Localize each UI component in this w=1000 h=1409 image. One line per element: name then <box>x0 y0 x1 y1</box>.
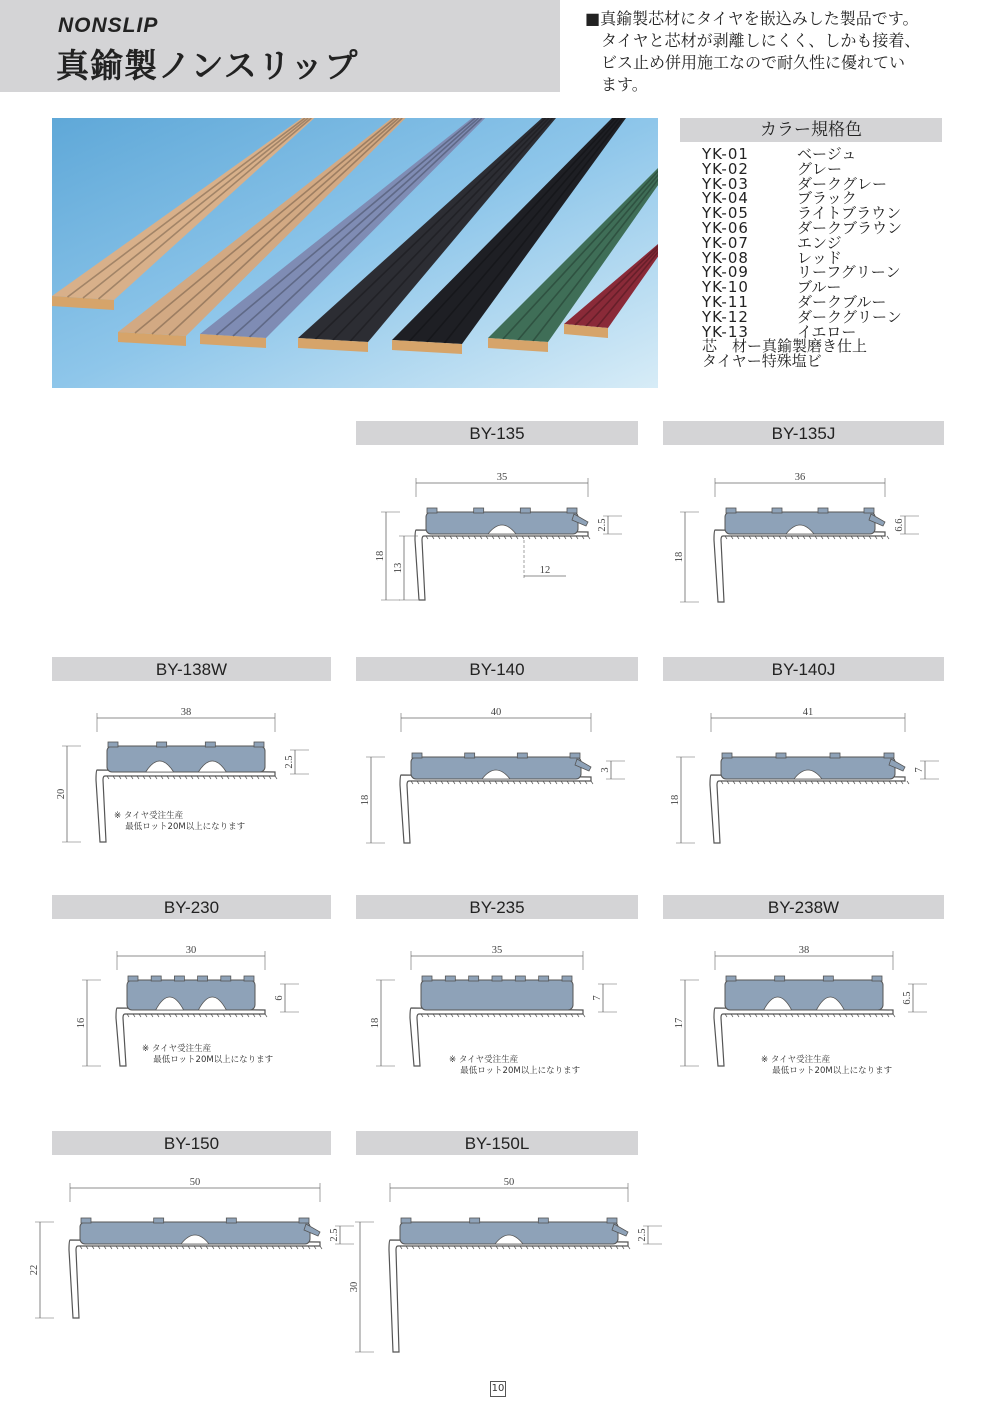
profile-diagram-by135j <box>663 455 944 615</box>
tire-rib <box>726 508 736 513</box>
tire-rib <box>422 976 432 981</box>
profile-diagram-by150 <box>30 1160 340 1325</box>
title-jp: 真鍮製ノンスリップ <box>56 46 359 85</box>
dimension-label: 13 <box>393 562 404 574</box>
color-name: ダークグリーン <box>797 307 902 326</box>
dimension-label: 50 <box>503 1177 515 1188</box>
page-number: 10 <box>490 1381 506 1397</box>
tire-rib <box>570 753 580 758</box>
tire-rib <box>157 742 167 747</box>
note-line: 最低ロット20M以上になります <box>114 822 246 832</box>
tire-rib <box>562 976 572 981</box>
section-title-by140j: BY-140J <box>663 657 944 681</box>
dimension-label: 17 <box>674 1017 685 1029</box>
dimension-label: 35 <box>496 472 508 483</box>
tire-rib <box>884 753 894 758</box>
tire-rib <box>517 753 527 758</box>
brass-core-outline <box>710 775 905 843</box>
profile-diagram-by140 <box>356 690 638 850</box>
made-to-order-note <box>114 811 245 833</box>
profile-shape <box>389 1218 630 1352</box>
dimension-label: 30 <box>349 1281 360 1293</box>
made-to-order-note <box>761 1055 892 1077</box>
brass-core-outline <box>389 1240 628 1352</box>
tire-rib <box>445 976 455 981</box>
note-line: 最低ロット20M以上になります <box>142 1055 274 1065</box>
dimension-label: 36 <box>794 472 806 483</box>
tire-material-note: タイヤー特殊塩ビ <box>702 352 822 371</box>
tire-rib <box>151 976 161 981</box>
color-spec-box <box>680 118 942 369</box>
dimension-label: 2.5 <box>637 1228 648 1242</box>
tire-rib <box>726 976 736 981</box>
brass-core-outline <box>415 530 588 600</box>
profile-shape <box>714 508 889 602</box>
profile-shape <box>714 976 895 1066</box>
color-name: ライトブラウン <box>797 204 902 223</box>
dimension-label: 6.6 <box>894 518 905 532</box>
tire-rib <box>864 508 874 513</box>
dimension-label: 50 <box>189 1177 201 1188</box>
tire-rib <box>81 1218 91 1223</box>
brass-core-outline <box>69 1240 320 1318</box>
dimension-label: 18 <box>375 550 386 562</box>
tire-rib <box>205 742 215 747</box>
tire-rib <box>244 976 254 981</box>
underside-serration <box>265 1014 267 1017</box>
dimension-label: 7 <box>914 767 925 773</box>
tire-rib <box>154 1218 164 1223</box>
dimension-label: 18 <box>370 1017 381 1029</box>
tire-rib <box>772 508 782 513</box>
section-title-by150l: BY-150L <box>356 1131 638 1155</box>
profile-diagram-by235 <box>356 928 638 1073</box>
intro-line: ビス止め併用施工なので耐久性に優れてい <box>585 53 906 72</box>
product-photo <box>52 118 658 388</box>
product-photo-svg <box>52 118 658 388</box>
tire-rib <box>607 1218 617 1223</box>
color-name: ダークグレー <box>797 174 888 193</box>
dimension-label: 16 <box>76 1017 87 1029</box>
dimension-label: 20 <box>56 788 67 800</box>
tire-rib <box>174 976 184 981</box>
tire-insert <box>421 980 573 1010</box>
profile-shape <box>400 753 593 843</box>
color-code: YK-02 <box>702 159 749 178</box>
tire-rib <box>412 753 422 758</box>
tire-rib <box>474 508 484 513</box>
dimension-label: 6 <box>274 995 285 1001</box>
color-code: YK-08 <box>702 248 749 267</box>
color-code: YK-09 <box>702 263 749 282</box>
note-line: ※ タイヤ受注生産 <box>449 1055 519 1065</box>
note-line: ※ タイヤ受注生産 <box>114 811 184 821</box>
tire-rib <box>427 508 437 513</box>
tire-rib <box>198 976 208 981</box>
section-title-by135: BY-135 <box>356 421 638 445</box>
dimension-label: 7 <box>592 995 603 1001</box>
tire-rib <box>520 508 530 513</box>
intro-line: タイヤと芯材が剥離しにくく、しかも接着、 <box>585 31 921 50</box>
dimension-label: 12 <box>539 565 551 576</box>
tire-rib <box>226 1218 236 1223</box>
color-code: YK-03 <box>702 174 749 193</box>
tire-rib <box>470 1218 480 1223</box>
tire-rib <box>539 976 549 981</box>
profile-diagram-by150l <box>340 1160 650 1360</box>
dimension-label: 22 <box>29 1264 40 1276</box>
tire-rib <box>221 976 231 981</box>
tire-rib <box>776 753 786 758</box>
note-line: 最低ロット20M以上になります <box>761 1066 893 1076</box>
dimension-label: 2.5 <box>284 755 295 769</box>
color-code: YK-13 <box>702 322 749 341</box>
color-name: ブルー <box>797 278 842 297</box>
dimension-label: 6.5 <box>902 991 913 1005</box>
core-material-note: 芯 材ー真鍮製磨き仕上 <box>702 337 868 356</box>
tire-rib <box>515 976 525 981</box>
color-code: YK-05 <box>702 204 749 223</box>
dimension-label: 40 <box>490 707 502 718</box>
title-en: NONSLIP <box>58 14 159 37</box>
dimension-label: 3 <box>600 767 611 773</box>
color-name: イエロー <box>797 322 857 341</box>
underside-serration <box>588 536 590 539</box>
color-spec-title: カラー規格色 <box>680 118 942 142</box>
underside-serration <box>275 776 277 779</box>
section-title-by140: BY-140 <box>356 657 638 681</box>
profile-shape <box>415 508 590 600</box>
color-code: YK-06 <box>702 218 749 237</box>
tire-rib <box>465 753 475 758</box>
tire-insert <box>107 746 265 772</box>
tire-rib <box>567 508 577 513</box>
tire-rib <box>128 976 138 981</box>
made-to-order-note <box>142 1044 273 1066</box>
underside-serration <box>907 781 909 784</box>
dimension-label: 18 <box>674 551 685 563</box>
dimension-label: 38 <box>180 707 192 718</box>
tire-insert <box>127 980 255 1010</box>
note-line: ※ タイヤ受注生産 <box>761 1055 831 1065</box>
tire-rib <box>299 1218 309 1223</box>
color-code: YK-11 <box>702 292 749 311</box>
brass-core-outline <box>400 775 591 843</box>
section-title-by135j: BY-135J <box>663 421 944 445</box>
profile-shape <box>69 1218 322 1318</box>
dimension-label: 18 <box>360 794 371 806</box>
underside-serration <box>887 536 889 539</box>
color-name: リーフグリーン <box>797 263 901 282</box>
dimension-label: 38 <box>798 945 810 956</box>
tire-rib <box>872 976 882 981</box>
dimension-label: 18 <box>670 794 681 806</box>
profile-diagram-by135 <box>356 455 638 615</box>
color-name: エンジ <box>797 233 842 252</box>
section-title-by230: BY-230 <box>52 895 331 919</box>
section-title-by238w: BY-238W <box>663 895 944 919</box>
dimension-label: 2.5 <box>597 518 608 532</box>
color-name: ブラック <box>797 189 857 208</box>
intro-line: ■真鍮製芯材にタイヤを嵌込みした製品です。 <box>585 9 919 28</box>
tire-insert <box>725 980 883 1010</box>
tire-rib <box>108 742 118 747</box>
color-name: レッド <box>797 248 842 267</box>
dimension-label: 30 <box>185 945 197 956</box>
section-title-by235: BY-235 <box>356 895 638 919</box>
tire-rib <box>401 1218 411 1223</box>
color-name: ベージュ <box>797 145 857 163</box>
note-line: 最低ロット20M以上になります <box>449 1066 581 1076</box>
note-line: ※ タイヤ受注生産 <box>142 1044 212 1054</box>
brass-core-outline <box>714 530 885 602</box>
intro-line: ます。 <box>585 75 648 94</box>
color-code: YK-10 <box>702 278 749 297</box>
color-code: YK-07 <box>702 233 749 252</box>
underside-serration <box>893 1014 895 1017</box>
color-code: YK-12 <box>702 307 749 326</box>
profile-shape <box>710 753 909 843</box>
color-name: ダークブラウン <box>797 218 903 237</box>
underside-serration <box>591 781 593 784</box>
tire-rib <box>775 976 785 981</box>
color-name: グレー <box>797 159 843 178</box>
tire-rib <box>722 753 732 758</box>
profile-diagram-by238w <box>663 928 944 1073</box>
tire-rib <box>254 742 264 747</box>
made-to-order-note <box>449 1055 580 1077</box>
tire-rib <box>818 508 828 513</box>
underside-serration <box>320 1246 322 1249</box>
tire-rib <box>469 976 479 981</box>
profile-shape <box>410 976 585 1066</box>
intro-text <box>585 8 985 96</box>
color-code: YK-04 <box>702 189 749 208</box>
underside-serration <box>583 1014 585 1017</box>
color-list <box>680 147 942 339</box>
color-name: ダークブルー <box>797 292 887 311</box>
tire-rib <box>823 976 833 981</box>
dimension-label: 41 <box>802 707 814 718</box>
tire-rib <box>538 1218 548 1223</box>
section-title-by150: BY-150 <box>52 1131 331 1155</box>
underside-serration <box>628 1246 630 1249</box>
color-code: YK-01 <box>702 145 749 163</box>
header-band <box>0 0 560 92</box>
section-title-by138w: BY-138W <box>52 657 331 681</box>
dimension-label: 35 <box>491 945 503 956</box>
dimension-label: 2.5 <box>329 1228 340 1242</box>
profile-diagram-by140j <box>663 690 944 850</box>
tire-rib <box>492 976 502 981</box>
tire-rib <box>830 753 840 758</box>
